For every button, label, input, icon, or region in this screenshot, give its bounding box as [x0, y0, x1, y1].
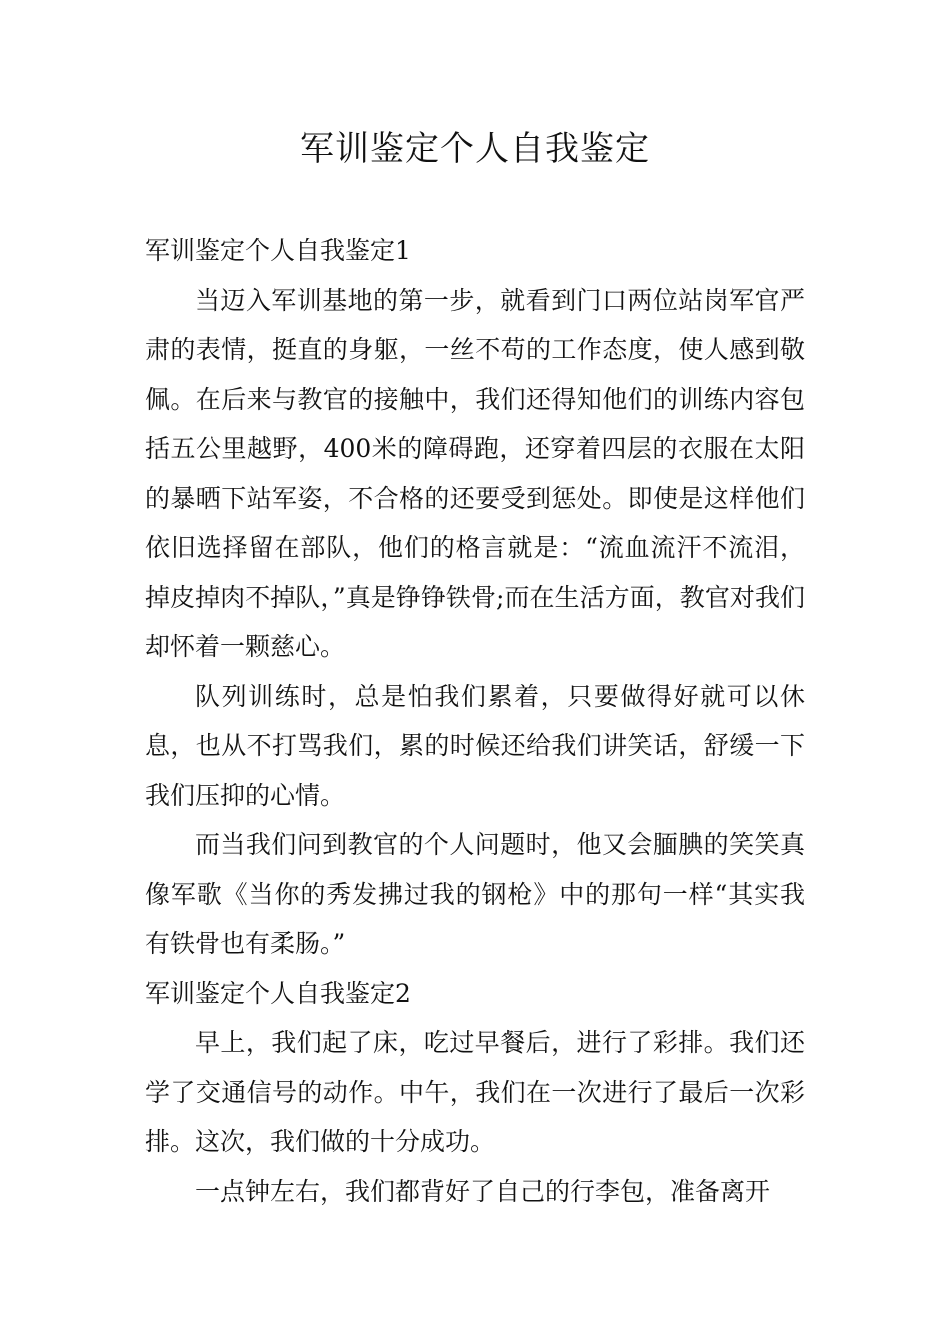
paragraph-4: 早上，我们起了床，吃过早餐后，进行了彩排。我们还学了交通信号的动作。中午，我们在一次进行了最后一次彩排。这次，我们做的十分成功。: [145, 1028, 805, 1156]
paragraph-5: 一点钟左右，我们都背好了自己的行李包，准备离开: [195, 1176, 771, 1206]
section-heading-1: 军训鉴定个人自我鉴定1: [145, 236, 411, 265]
document-body: [145, 226, 805, 1216]
section-heading-2: 军训鉴定个人自我鉴定2: [145, 978, 411, 1008]
paragraph-3: 而当我们问到教官的个人问题时，他又会腼腆的笑笑真像军歌《当你的秀发拂过我的钢枪》中的那句一样“其实我有铁骨也有柔肠。”: [145, 830, 805, 958]
paragraph-2: 队列训练时，总是怕我们累着，只要做得好就可以休息，也从不打骂我们，累的时候还给我们讲笑话，舒缓一下我们压抑的心情。: [145, 681, 805, 810]
paragraph-1: 当迈入军训基地的第一步，就看到门口两位站岗军官严肃的表情，挺直的身躯，一丝不苟的工作态度，使人感到敬佩。在后来与教官的接触中，我们还得知他们的训练内容包括五公里越野，400米的障碍跑，还穿着四层的衣服在太阳的暴晒下站军姿，不合格的还要受到惩处。即使是这样他们依旧选择留在部队，他们的格言就是：“流血流汗不流泪，掉皮掉肉不掉队，”真是铮铮铁骨;而在生活方面，教官对我们却怀着一颗慈心。: [145, 285, 805, 661]
document-title: 军训鉴定个人自我鉴定: [300, 129, 650, 169]
